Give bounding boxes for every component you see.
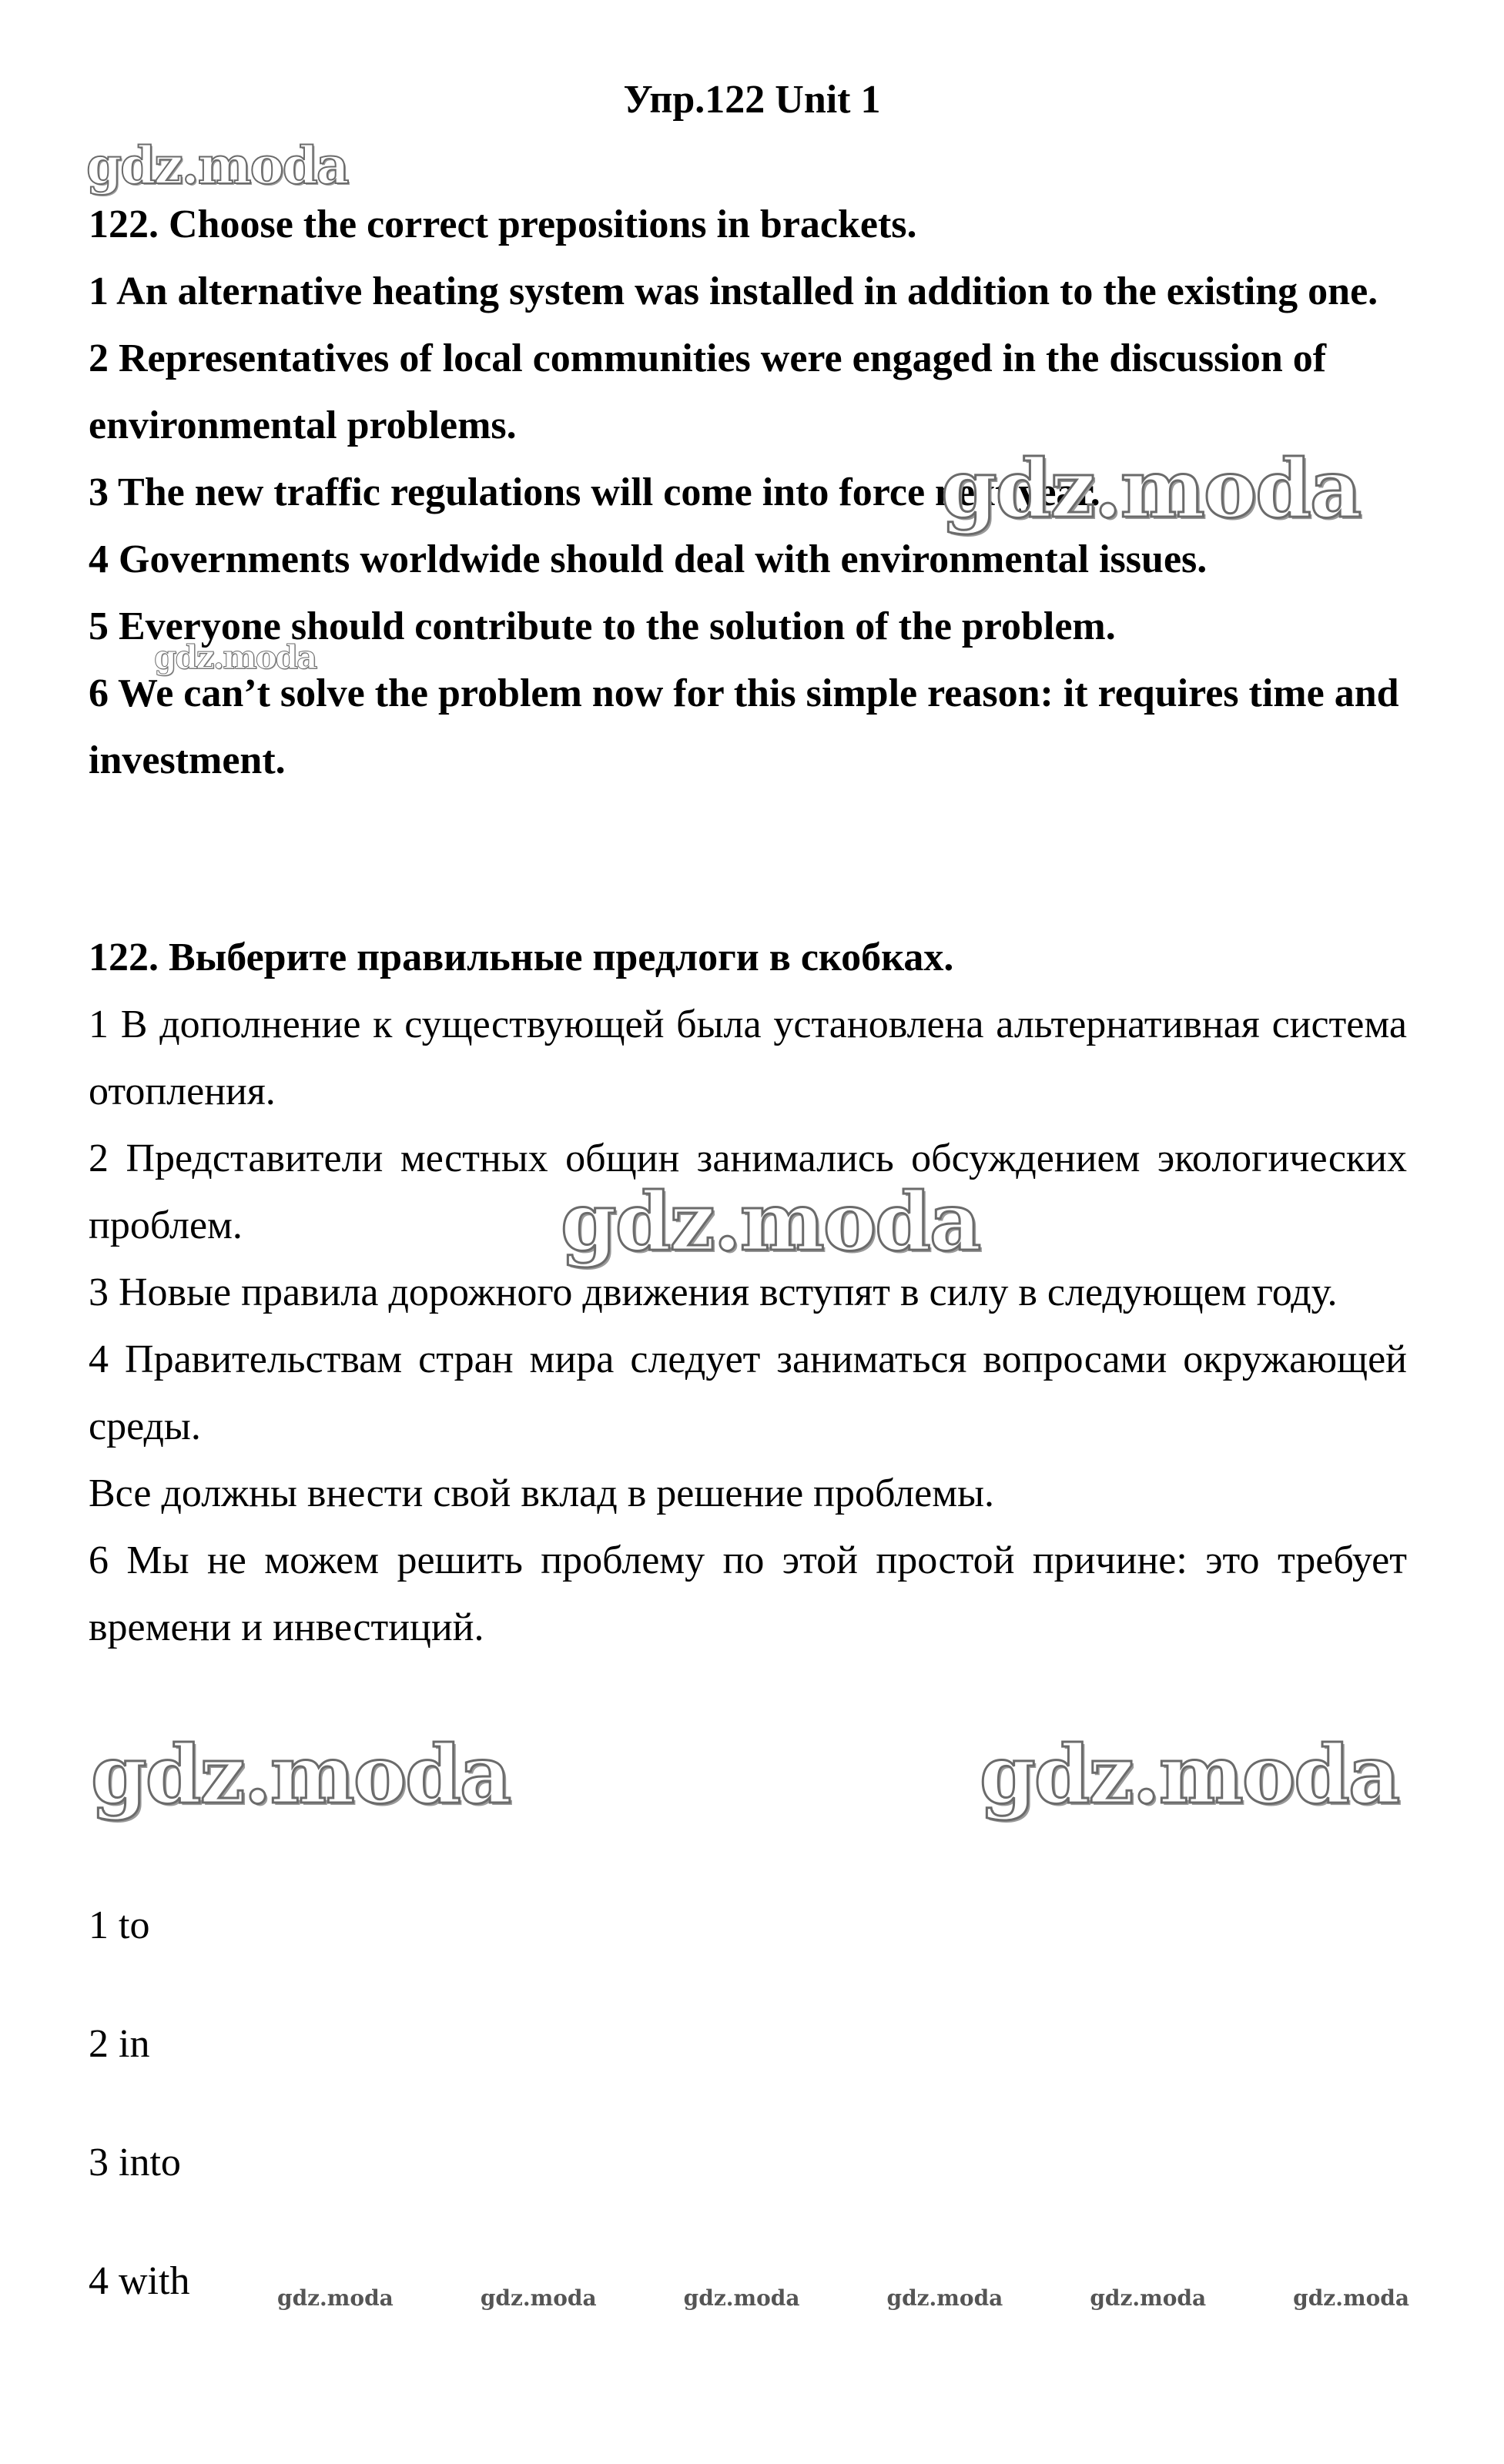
exercise-item-en: 3 The new traffic regulations will come into force next year. [89, 470, 1100, 514]
watermark-logo: gdz.moda [91, 1727, 511, 1822]
page-title: Упр.122 Unit 1 [623, 78, 881, 122]
exercise-item-ru: 3 Новые правила дорожного движения вступят в силу в следующем году. [89, 1270, 1338, 1314]
exercise-item-en: 6 We can’t solve the problem now for this simple reason: it requires time and investment. [89, 671, 1399, 782]
exercise-item-ru: Все должны внести свой вклад в решение проблемы. [89, 1471, 995, 1515]
watermark-logo: gdz.moda [886, 2285, 1003, 2311]
exercise-item-en: 4 Governments worldwide should deal with environmental issues. [89, 537, 1208, 581]
watermark-logo: gdz.moda [154, 638, 317, 676]
watermark-logo: gdz.moda [683, 2285, 800, 2311]
watermark-logo: gdz.moda [86, 136, 348, 196]
watermark-logo: gdz.moda [941, 441, 1361, 536]
exercise-item-en: 2 Representatives of local communities were engaged in the discussion of environmental problems. [89, 336, 1327, 447]
watermark-logo: gdz.moda [980, 1727, 1399, 1822]
watermark-logo: gdz.moda [1090, 2285, 1207, 2311]
exercise-item-ru: 1 В дополнение к существующей была установлена альтернативная система отопления. [89, 1003, 1407, 1113]
watermark-logo: gdz.moda [1293, 2285, 1409, 2311]
answer-item: 4 with [89, 2259, 190, 2303]
exercise-item-ru: 6 Мы не можем решить проблему по этой простой причине: это требует времени и инвестиций. [89, 1538, 1407, 1649]
watermark-logo: gdz.moda [277, 2285, 394, 2311]
answer-item: 1 to [89, 1903, 150, 1947]
exercise-item-ru: 2 Представители местных общин занимались обсуждением экологических проблем. [89, 1137, 1407, 1247]
watermark-logo: gdz.moda [561, 1174, 980, 1269]
answer-item: 2 in [89, 2022, 150, 2066]
exercise-heading-ru: 122. Выберите правильные предлоги в скобках. [89, 936, 954, 979]
exercise-russian [89, 924, 1407, 1661]
exercise-item-ru: 4 Правительствам стран мира следует заниматься вопросами окружающей среды. [89, 1337, 1407, 1448]
answer-item: 3 into [89, 2141, 181, 2184]
exercise-item-en: 5 Everyone should contribute to the solution of the problem. [89, 604, 1116, 648]
footer-watermarks [277, 2285, 1409, 2311]
exercise-item-en: 1 An alternative heating system was installed in addition to the existing one. [89, 270, 1378, 313]
watermark-logo: gdz.moda [480, 2285, 597, 2311]
exercise-heading-en: 122. Choose the correct prepositions in brackets. [89, 203, 917, 246]
